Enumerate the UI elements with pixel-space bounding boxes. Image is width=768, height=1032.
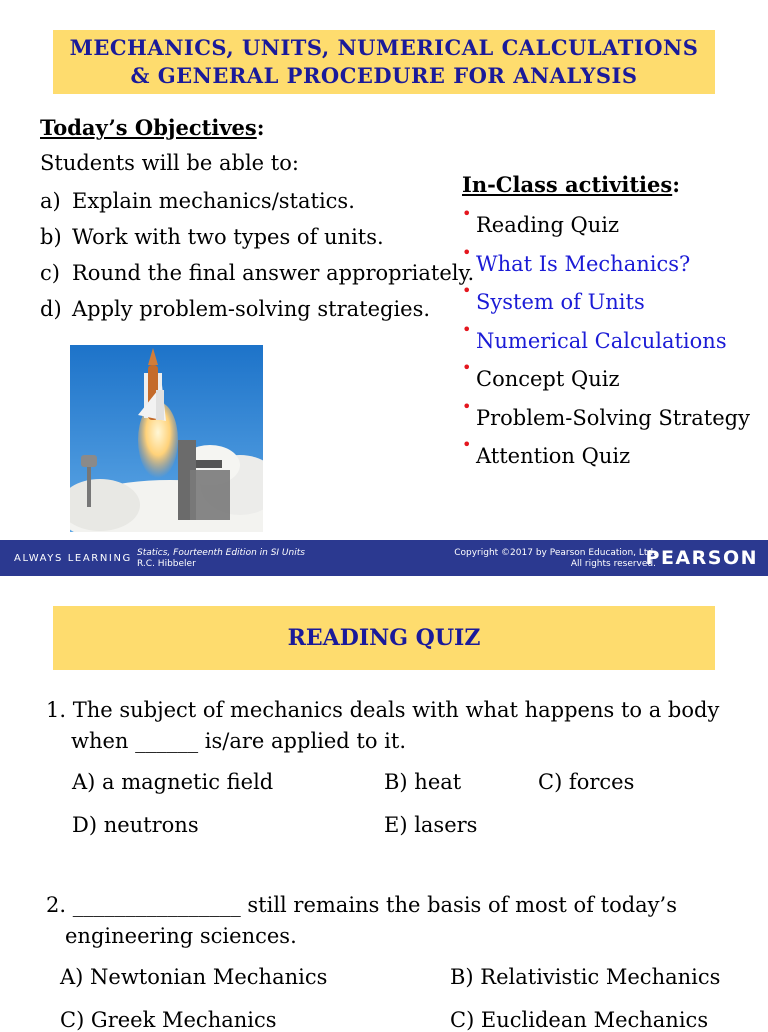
question-2-line-1: 2. ________________ still remains the basis of most of today’s bbox=[46, 893, 677, 917]
question-1-line-1: 1. The subject of mechanics deals with what happens to a body bbox=[46, 698, 720, 722]
activity-concept-quiz bbox=[462, 358, 750, 403]
activity-label: Concept Quiz bbox=[476, 367, 620, 391]
objective-text: Work with two types of units. bbox=[72, 225, 384, 249]
objective-text: Round the final answer appropriately. bbox=[72, 261, 475, 285]
activity-numerical-calculations[interactable] bbox=[462, 319, 750, 365]
objectives-heading-colon: : bbox=[256, 115, 265, 140]
objectives-heading bbox=[40, 115, 264, 140]
footer-book-title: Statics, Fourteenth Edition in SI Units bbox=[137, 548, 305, 558]
slide-title-line-1: MECHANICS, UNITS, NUMERICAL CALCULATIONS bbox=[69, 35, 699, 60]
objective-marker: b) bbox=[40, 225, 62, 249]
activity-link[interactable]: System of Units bbox=[476, 290, 645, 314]
bullet-icon: • bbox=[462, 396, 472, 416]
reading-quiz-title: READING QUIZ bbox=[53, 606, 715, 670]
slide-title bbox=[53, 30, 715, 94]
q1-option-c: C) forces bbox=[538, 770, 635, 794]
activity-label: Reading Quiz bbox=[476, 213, 620, 237]
bullet-icon: • bbox=[462, 435, 472, 454]
question-1-line-2: when ______ is/are applied to it. bbox=[71, 729, 407, 753]
activity-label: Attention Quiz bbox=[476, 444, 631, 468]
objective-text: Apply problem-solving strategies. bbox=[72, 297, 431, 321]
footer-tagline: ALWAYS LEARNING bbox=[14, 553, 132, 564]
q1-option-d: D) neutrons bbox=[72, 813, 199, 837]
activity-what-is-mechanics[interactable] bbox=[462, 242, 750, 288]
activity-problem-solving bbox=[462, 396, 750, 442]
activities-heading-colon: : bbox=[672, 172, 680, 197]
objective-marker: a) bbox=[40, 189, 61, 213]
objectives-list bbox=[40, 187, 474, 331]
footer-copyright-line: Copyright ©2017 by Pearson Education, Ltd. bbox=[454, 548, 656, 558]
bullet-icon: • bbox=[462, 204, 472, 223]
objective-item bbox=[40, 295, 474, 331]
footer-rights-line: All rights reserved. bbox=[570, 559, 656, 569]
bullet-icon: • bbox=[462, 358, 472, 377]
activities-list bbox=[462, 204, 750, 480]
bullet-icon: • bbox=[462, 319, 472, 339]
objective-marker: d) bbox=[40, 297, 62, 321]
question-2-line-2: engineering sciences. bbox=[65, 924, 297, 948]
footer-author: R.C. Hibbeler bbox=[137, 559, 196, 569]
objectives-heading-text: Today’s Objectives bbox=[40, 115, 257, 140]
slide-title-line-2: & GENERAL PROCEDURE FOR ANALYSIS bbox=[130, 63, 638, 88]
pearson-logo: PEARSON bbox=[645, 547, 758, 569]
q2-option-d: C) Euclidean Mechanics bbox=[450, 1008, 709, 1032]
q1-option-b: B) heat bbox=[384, 770, 462, 794]
q2-option-c: C) Greek Mechanics bbox=[60, 1008, 277, 1032]
objective-text: Explain mechanics/statics. bbox=[72, 189, 355, 213]
activity-label: Problem-Solving Strategy bbox=[476, 405, 750, 430]
activities-heading-text: In-Class activities bbox=[462, 172, 673, 197]
q2-option-a: A) Newtonian Mechanics bbox=[60, 965, 328, 989]
question-2 bbox=[46, 890, 746, 952]
q1-option-e: E) lasers bbox=[384, 813, 478, 837]
activity-reading-quiz bbox=[462, 204, 750, 249]
activity-link[interactable]: Numerical Calculations bbox=[476, 328, 727, 353]
activity-attention-quiz bbox=[462, 435, 750, 480]
footer-bar bbox=[0, 540, 768, 576]
footer-book-info bbox=[137, 548, 305, 570]
q2-option-b: B) Relativistic Mechanics bbox=[450, 965, 721, 989]
bullet-icon: • bbox=[462, 242, 472, 262]
objective-marker: c) bbox=[40, 261, 60, 285]
question-1 bbox=[46, 695, 746, 757]
q1-option-a: A) a magnetic field bbox=[72, 770, 274, 794]
objective-item bbox=[40, 223, 474, 259]
space-shuttle-launch-image bbox=[70, 345, 263, 532]
bullet-icon: • bbox=[462, 281, 472, 300]
activities-heading bbox=[462, 172, 680, 197]
objectives-intro: Students will be able to: bbox=[40, 151, 299, 175]
activity-link[interactable]: What Is Mechanics? bbox=[476, 251, 691, 276]
objective-item bbox=[40, 259, 474, 295]
activity-system-of-units[interactable] bbox=[462, 281, 750, 326]
footer-copyright bbox=[454, 548, 656, 570]
objective-item bbox=[40, 187, 474, 223]
